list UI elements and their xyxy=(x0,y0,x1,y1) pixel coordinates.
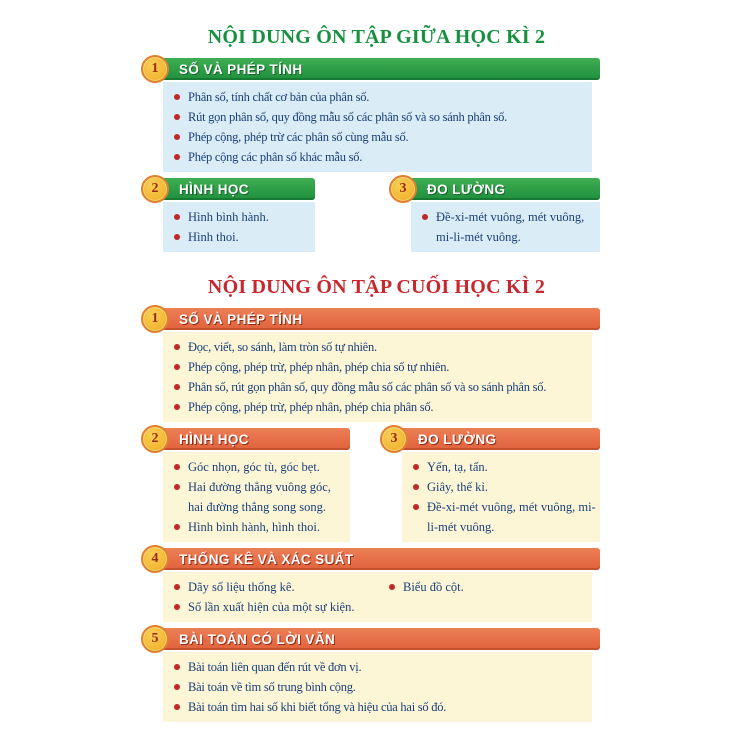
bullet-icon xyxy=(174,134,180,140)
bullet-icon xyxy=(174,464,180,470)
topic-bar-geometry xyxy=(153,178,315,200)
bullet-icon xyxy=(174,384,180,390)
topic-bar-measurement xyxy=(392,428,600,450)
topic-bar-numbers xyxy=(153,58,600,80)
topic-list xyxy=(411,202,600,252)
list-item xyxy=(173,207,311,227)
list-item xyxy=(173,657,588,677)
bullet-icon xyxy=(174,364,180,370)
topic-number-badge: 2 xyxy=(141,175,169,203)
list-item-text: Phép cộng, phép trừ, phép nhân, phép chia số tự nhiên. xyxy=(188,360,450,374)
list-item xyxy=(412,497,596,537)
bullet-icon xyxy=(174,524,180,530)
list-item-text: Đề-xi-mét vuông, mét vuông, mi-li-mét vuông. xyxy=(427,500,596,534)
topic-list xyxy=(163,332,592,422)
topic-bar-numbers xyxy=(153,308,600,330)
bullet-icon xyxy=(413,504,419,510)
topic-bar-word-problems xyxy=(153,628,600,650)
topic-number-badge: 1 xyxy=(141,55,169,83)
bullet-icon xyxy=(174,484,180,490)
list-item xyxy=(173,127,588,147)
measurement-column xyxy=(392,428,600,548)
list-item-text: Yến, tạ, tấn. xyxy=(427,460,488,474)
list-item xyxy=(173,457,346,477)
list-item xyxy=(173,477,346,517)
list-item-text: Bài toán về tìm số trung bình cộng. xyxy=(188,680,356,694)
list-item-text: Hai đường thẳng vuông góc, hai đường thẳng song song. xyxy=(188,480,331,514)
topic-bar-measurement xyxy=(401,178,600,200)
bullet-icon xyxy=(174,604,180,610)
content-column xyxy=(153,26,600,728)
bullet-icon xyxy=(174,704,180,710)
topic-bar-geometry xyxy=(153,428,350,450)
list-item xyxy=(388,577,588,597)
list-item-text: Biểu đồ cột. xyxy=(403,580,464,594)
topic-number-badge: 2 xyxy=(141,425,169,453)
list-item xyxy=(173,147,588,167)
bullet-icon xyxy=(389,584,395,590)
geometry-column xyxy=(153,178,315,258)
bullet-icon xyxy=(174,664,180,670)
geometry-column xyxy=(153,428,350,548)
topic-heading: HÌNH HỌC xyxy=(179,181,249,197)
list-item-text: Dãy số liệu thống kê. xyxy=(188,580,295,594)
final-review-title: NỘI DUNG ÔN TẬP CUỐI HỌC KÌ 2 xyxy=(207,276,546,298)
topic-heading: SỐ VÀ PHÉP TÍNH xyxy=(179,311,303,327)
list-item xyxy=(173,677,588,697)
list-item xyxy=(173,87,588,107)
list-item xyxy=(173,357,588,377)
list-item-text: Bài toán tìm hai số khi biết tổng và hiệu của hai số đó. xyxy=(188,700,447,714)
topic-number-badge: 1 xyxy=(141,305,169,333)
topic-heading: BÀI TOÁN CÓ LỜI VĂN xyxy=(179,631,336,647)
list-item xyxy=(173,337,588,357)
topic-list xyxy=(163,652,592,722)
list-item xyxy=(421,207,596,247)
topic-list xyxy=(402,452,600,542)
bullet-icon xyxy=(174,584,180,590)
list-item-text: Đề-xi-mét vuông, mét vuông, mi-li-mét vuông. xyxy=(436,210,585,244)
bullet-icon xyxy=(174,684,180,690)
bullet-icon xyxy=(422,214,428,220)
topic-heading: HÌNH HỌC xyxy=(179,431,249,447)
topic-list xyxy=(163,82,592,172)
list-item-text: Phép cộng, phép trừ, phép nhân, phép chia phân số. xyxy=(188,400,434,414)
bullet-icon xyxy=(174,344,180,350)
list-item-text: Hình thoi. xyxy=(188,230,239,244)
list-item xyxy=(173,397,588,417)
bullet-icon xyxy=(413,484,419,490)
topic-bar-statistics xyxy=(153,548,600,570)
list-item xyxy=(173,697,588,717)
list-item-text: Hình bình hành. xyxy=(188,210,269,224)
topic-row xyxy=(153,428,600,548)
list-item-text: Đọc, viết, so sánh, làm tròn số tự nhiên. xyxy=(188,340,377,354)
midterm-review-title: NỘI DUNG ÔN TẬP GIỮA HỌC KÌ 2 xyxy=(207,26,546,48)
topic-heading: SỐ VÀ PHÉP TÍNH xyxy=(179,61,303,77)
topic-row xyxy=(153,178,600,258)
list-item xyxy=(412,457,596,477)
list-item xyxy=(412,477,596,497)
topic-list xyxy=(163,572,592,622)
topic-number-badge: 5 xyxy=(141,625,169,653)
measurement-column xyxy=(401,178,600,258)
list-item-text: Hình bình hành, hình thoi. xyxy=(188,520,320,534)
bullet-icon xyxy=(174,154,180,160)
list-item xyxy=(173,577,388,597)
list-item-text: Số lần xuất hiện của một sự kiện. xyxy=(188,600,355,614)
bullet-icon xyxy=(174,234,180,240)
topic-number-badge: 4 xyxy=(141,545,169,573)
list-item xyxy=(173,107,588,127)
topic-heading: THỐNG KÊ VÀ XÁC SUẤT xyxy=(179,551,354,567)
bullet-icon xyxy=(174,214,180,220)
bullet-icon xyxy=(413,464,419,470)
topic-list xyxy=(163,202,315,252)
list-item xyxy=(173,227,311,247)
bullet-icon xyxy=(174,114,180,120)
list-item-text: Phân số, tính chất cơ bản của phân số. xyxy=(188,90,370,104)
bullet-icon xyxy=(174,94,180,100)
topic-number-badge: 3 xyxy=(380,425,408,453)
list-item-text: Góc nhọn, góc tù, góc bẹt. xyxy=(188,460,320,474)
list-item-text: Phân số, rút gọn phân số, quy đồng mẫu số các phân số và so sánh phân số. xyxy=(188,380,547,394)
topic-number-badge: 3 xyxy=(389,175,417,203)
list-item-text: Phép cộng các phân số khác mẫu số. xyxy=(188,150,363,164)
bullet-icon xyxy=(174,404,180,410)
list-item-text: Bài toán liên quan đến rút về đơn vị. xyxy=(188,660,362,674)
topic-list xyxy=(163,452,350,542)
list-item-text: Phép cộng, phép trừ các phân số cùng mẫu số. xyxy=(188,130,409,144)
list-item xyxy=(173,597,388,617)
topic-heading: ĐO LƯỜNG xyxy=(427,181,506,197)
list-item-text: Giây, thế kỉ. xyxy=(427,480,488,494)
list-item xyxy=(173,377,588,397)
final-review-section xyxy=(153,276,600,722)
topic-heading: ĐO LƯỜNG xyxy=(418,431,497,447)
list-item xyxy=(173,517,346,537)
list-item-text: Rút gọn phân số, quy đồng mẫu số các phân số và so sánh phân số. xyxy=(188,110,508,124)
